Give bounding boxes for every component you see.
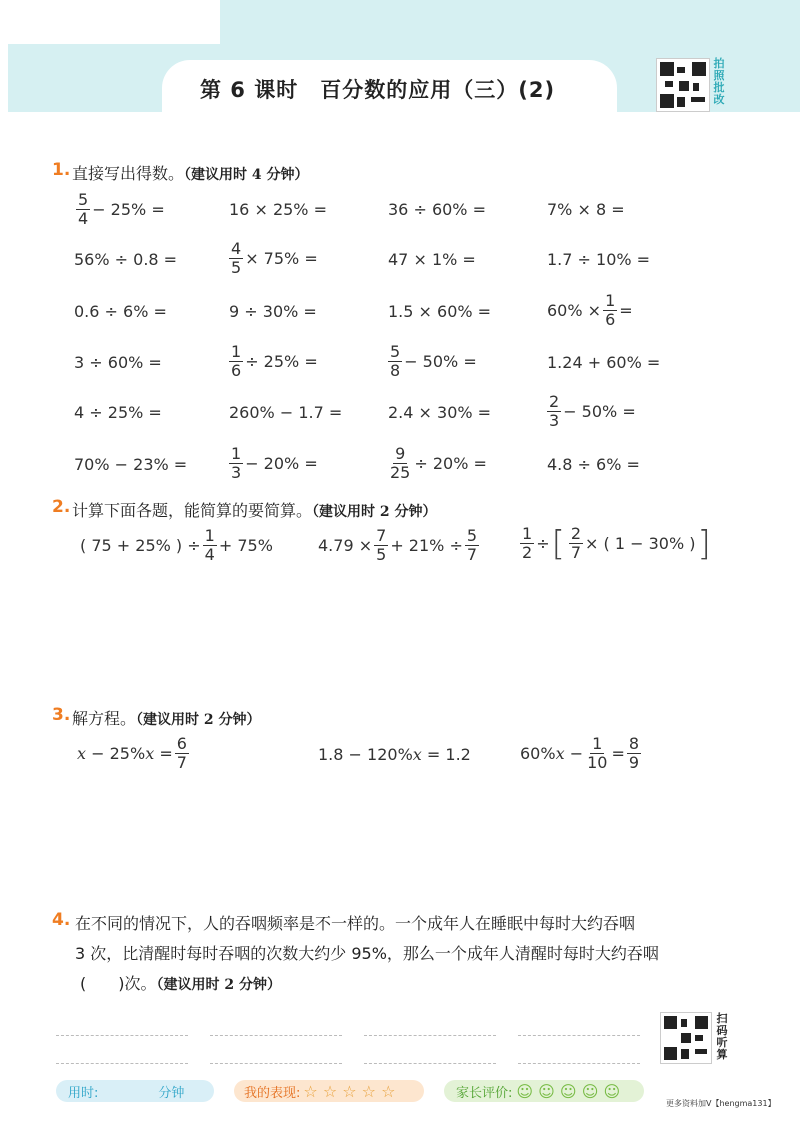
q1-item: 4.8 ÷ 6% = — [547, 455, 640, 474]
q1-item: $\frac{2}{3}$ − 50% = — [549, 392, 636, 430]
parent-evaluation[interactable] — [444, 1080, 644, 1102]
q1-item: 4 ÷ 25% = — [74, 403, 162, 422]
q3-item-c: 60% x − $\frac{1}{10}$ = $\frac{8}{9}$ — [520, 734, 640, 772]
q1-heading — [72, 161, 309, 184]
fraction: $\frac{1}{3}$ — [231, 444, 242, 482]
q1-number: 1. — [52, 160, 71, 180]
dash-line — [364, 1035, 496, 1036]
fraction: $\frac{1}{2}$ — [522, 524, 533, 562]
smiley-rating-icons[interactable]: ☺ ☺ ☺ ☺ ☺ — [516, 1081, 621, 1101]
q1-item: 260% − 1.7 = — [229, 403, 343, 422]
q1-item: $\frac{9}{25}$ ÷ 20% = — [390, 444, 487, 482]
fraction: $\frac{5}{7}$ — [466, 526, 478, 564]
dash-line — [364, 1063, 496, 1064]
right-bracket: ] — [697, 523, 711, 564]
qr-label-top: 拍照批改 — [713, 57, 725, 106]
q1-item: $\frac{4}{5}$ × 75% = — [231, 239, 318, 277]
fraction: $\frac{2}{7}$ — [570, 524, 582, 562]
fraction: $\frac{4}{5}$ — [231, 239, 242, 277]
left-bracket: [ — [551, 523, 565, 564]
fraction: $\frac{9}{25}$ — [390, 444, 411, 482]
fraction: $\frac{1}{6}$ — [605, 291, 616, 329]
q1-item: 1.24 + 60% = — [547, 353, 661, 372]
q2-number: 2. — [52, 497, 71, 517]
dash-line — [210, 1035, 342, 1036]
q1-item: 0.6 ÷ 6% = — [74, 302, 167, 321]
header-band-cutout — [8, 0, 220, 44]
q2-text: 计算下面各题，能简算的要简算。 — [72, 501, 313, 520]
q4-time: （建议用时 2 分钟） — [156, 977, 281, 993]
q1-item: 9 ÷ 30% = — [229, 302, 317, 321]
q3-item-b: 1.8 − 120% x = 1.2 — [318, 745, 471, 764]
q1-time: （建议用时 4 分钟） — [184, 167, 309, 183]
q4-line-3 — [80, 971, 281, 994]
footer-note: 更多资料加V【hengma131】 — [666, 1099, 776, 1108]
q3-heading — [72, 706, 261, 729]
q1-item: $\frac{1}{6}$ ÷ 25% = — [231, 342, 318, 380]
q3-time: （建议用时 2 分钟） — [136, 712, 261, 728]
q1-item: $\frac{5}{8}$ − 50% = — [390, 342, 477, 380]
q1-item: 2.4 × 30% = — [388, 403, 492, 422]
qr-code-icon[interactable] — [656, 58, 710, 112]
fraction: $\frac{5}{4}$ — [78, 190, 89, 228]
q3-text: 解方程。 — [72, 709, 137, 728]
fraction: $\frac{1}{6}$ — [231, 342, 242, 380]
my-performance-rating[interactable] — [234, 1080, 424, 1102]
q1-item: 36 ÷ 60% = — [388, 200, 486, 219]
qr-label-bottom: 扫码听算 — [716, 1012, 728, 1061]
qr-code-listen-icon[interactable] — [660, 1012, 712, 1064]
fraction: $\frac{7}{5}$ — [376, 526, 387, 564]
q1-item: 1.7 ÷ 10% = — [547, 250, 651, 269]
star-rating-icons[interactable]: ☆ ☆ ☆ ☆ ☆ — [303, 1081, 396, 1101]
fraction: $\frac{1}{4}$ — [204, 526, 215, 564]
dash-line — [518, 1035, 640, 1036]
parent-label: 家长评价: — [456, 1085, 513, 1101]
q1-item: 70% − 23% = — [74, 455, 188, 474]
q1-item: 3 ÷ 60% = — [74, 353, 162, 372]
fraction: $\frac{5}{8}$ — [390, 342, 401, 380]
dash-line — [56, 1035, 188, 1036]
fraction: $\frac{1}{10}$ — [587, 734, 608, 772]
q1-item: 56% ÷ 0.8 = — [74, 250, 178, 269]
q2-item-b: 4.79 × $\frac{7}{5}$ + 21% ÷ $\frac{5}{7}$ — [318, 526, 478, 564]
dash-line — [56, 1063, 188, 1064]
fraction: $\frac{8}{9}$ — [628, 734, 640, 772]
lesson-title: 第 6 课时 百分数的应用（三）(2) — [200, 78, 556, 102]
q2-item-c: $\frac{1}{2}$ ÷ [ $\frac{2}{7}$ × ( 1 − 30% ) ] — [522, 523, 711, 564]
time-spent-field[interactable] — [56, 1080, 214, 1102]
dash-line — [210, 1063, 342, 1064]
time-unit: 分钟 — [158, 1085, 185, 1101]
q3-number: 3. — [52, 705, 71, 725]
q1-item: 16 × 25% = — [229, 200, 327, 219]
time-label: 用时: — [68, 1085, 99, 1101]
q4-number: 4. — [52, 910, 71, 930]
q1-text: 直接写出得数。 — [72, 164, 185, 183]
q2-heading — [72, 498, 437, 521]
dash-line — [518, 1063, 640, 1064]
fraction: $\frac{2}{3}$ — [549, 392, 560, 430]
q1-item: $\frac{5}{4}$ − 25% = — [78, 190, 165, 228]
q4-answer-blank[interactable]: ( )次。 — [80, 974, 157, 993]
q4-line-1: 在不同的情况下，人的吞咽频率是不一样的。一个成年人在睡眠中每时大约吞咽 — [75, 914, 636, 933]
q1-item: $\frac{1}{3}$ − 20% = — [231, 444, 318, 482]
fraction: $\frac{6}{7}$ — [176, 734, 187, 772]
q3-item-a: x − 25% x = $\frac{6}{7}$ — [77, 734, 187, 772]
performance-label: 我的表现: — [244, 1085, 301, 1101]
q1-item: 7% × 8 = — [547, 200, 625, 219]
q1-item: 47 × 1% = — [388, 250, 476, 269]
q1-item: 60% × $\frac{1}{6}$ = — [547, 291, 633, 329]
q2-item-a: ( 75 + 25% ) ÷ $\frac{1}{4}$ + 75% — [80, 526, 273, 564]
q4-line-2: 3 次，比清醒时每时吞咽的次数大约少 95%，那么一个成年人清醒时每时大约吞咽 — [75, 944, 659, 963]
q2-time: （建议用时 2 分钟） — [312, 504, 437, 520]
q1-item: 1.5 × 60% = — [388, 302, 492, 321]
